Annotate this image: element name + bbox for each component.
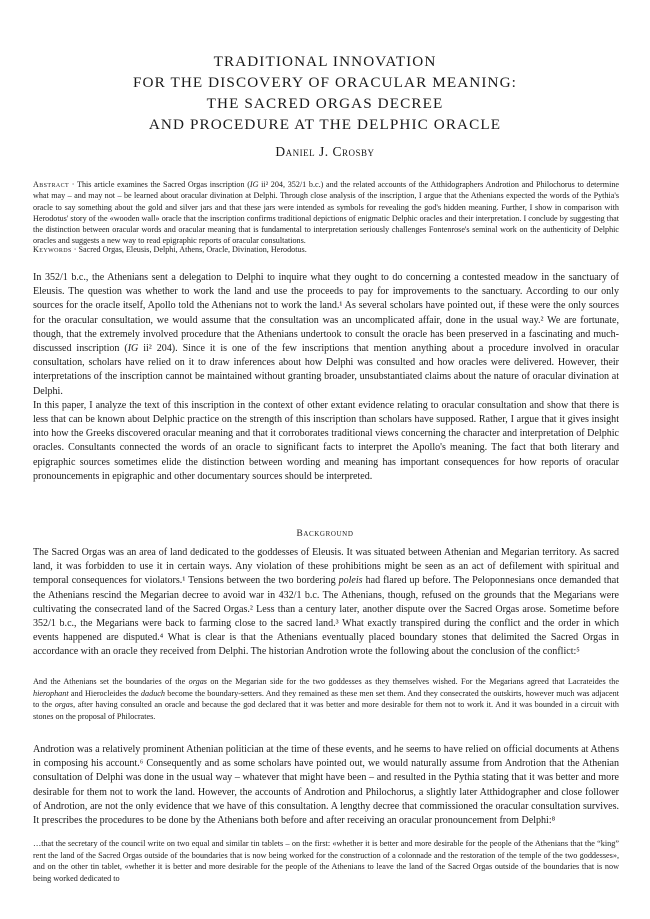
intro-paragraph-1	[33, 271, 619, 399]
quote-text-2: on the Megarian side for the two goddesses as they themselves wished. For the Megarians agreed that Lacrateides the	[206, 677, 619, 686]
article-title-line-3: THE SACRED ORGAS DECREE	[206, 95, 444, 112]
decree-quote: …that the secretary of the council write on two equal and similar tin tablets – on the first: «whether it is better and more desirable for the people of the Athenians that the “king” rent the land of the Sacred Orgas outside of the boundaries that is now being worked for the construction of a colonnade and the restoration of the temple of the two goddesses», and on the other tin tablet, «whether it is better and more desirable for the people of the Athenians to leave the land of the Sacred Orgas outside of the boundaries that is now being worked dedicated to	[33, 839, 619, 883]
keywords-label: Keywords	[33, 245, 72, 254]
article-title-line-1: TRADITIONAL INNOVATION	[213, 53, 437, 70]
quote-text-3: and Hierocleides the	[68, 688, 141, 698]
author-name: Daniel J. Crosby	[275, 144, 375, 159]
abstract	[33, 179, 619, 247]
quote-daduch: daduch	[140, 688, 166, 698]
quote-text: And the Athenians set the boundaries of the	[33, 677, 189, 686]
abstract-label: Abstract	[33, 180, 70, 189]
abstract-separator: ·	[69, 180, 77, 189]
background-p1-text: The Sacred Orgas was an area of land dedicated to the goddesses of Eleusis. It was situated between Athenian and Megarian territory. As sacred land, it was forbidden to use it in certain ways. Any violation of these prohibitions might be seen as an act of defilement with spiritual and temporal consequences for violators.¹ Tensions between the two bordering	[33, 547, 619, 587]
background-poleis: poleis	[338, 575, 363, 587]
intro-p1-text: In 352/1 b.c., the Athenians sent a delegation to Delphi to inquire what they ought to do concerning a contested meadow in the sanctuary of Eleusis. The question was whether to work the land and use the proceeds to pay for improvements to the sanctuary. According to our only sources for the oracle itself, Apollo told the Athenians not to work the land.¹ As several scholars have pointed out, if these were the only sources for the oracular consultation, we would assume that the consultation was an uncomplicated affair, done in the usual way.² We are fortunate, though, that the extremely involved procedure that the Athenians undertook to consult the oracle has been preserved in a fascinating and much-discussed inscription (	[33, 272, 619, 355]
article-title-line-2: FOR THE DISCOVERY OF ORACULAR MEANING:	[133, 74, 517, 91]
background-p1-text-cont: had flared up before. The Peloponnesians once demanded that the Athenians rescind the Megarian decree to avoid war in 432/1 b.c. The Athenians, though, refused on the grounds that the Megarians were cultivating the consecrated land of the Sacred Orgas.² Less than a century later, another dispute over the Sacred Orgas arose. Sometime before 352/1 b.c., the Megarians were back to farming close to the sacred land.³ What exactly transpired during the conflict and the order in which events happened are disputed.⁴ What is clear is that the Athenians eventually placed boundary stones that delimited the Sacred Orgas in accordance with an oracle they received from Delphi. The historian Androtion wrote the following about the conclusion of the conflict:⁵	[33, 575, 619, 658]
quote-orgas-2: orgas	[54, 700, 74, 709]
quote-orgas: orgas	[188, 677, 207, 686]
abstract-text: This article examines the Sacred Orgas inscription (	[77, 180, 250, 189]
keywords-text: Sacred Orgas, Eleusis, Delphi, Athens, Oracle, Divination, Herodotus.	[78, 245, 307, 254]
background-paragraph-1	[33, 546, 619, 660]
background-paragraph-2: Androtion was a relatively prominent Athenian politician at the time of these events, and he seems to have relied on official documents at Athens in composing his account.⁶ Consequently and as some scholars have pointed out, we would naturally assume from Androtion that the Athenian consultation of Delphi was done in the usual way – whatever that might have been – and resulted in the Pythia stating that it was better and more desirable for them not to work the land. However, the accounts of Androtion and Philochorus, a slightly later Atthidographer and close follower of Androtion, are not the only evidence that we have of this consultation. A lengthy decree that commissioned the oracular consultation survives. It prescribes the procedures to be done by the Athenians both before and after receiving an oracular pronouncement from Delphi:⁸	[33, 744, 619, 827]
abstract-ig: IG	[249, 180, 259, 189]
article-title-line-4: AND PROCEDURE AT THE DELPHIC ORACLE	[148, 116, 502, 133]
intro-p1-text-cont: ii² 204). Since it is one of the few inscriptions that mention anything about a procedure involved in oracular consultation, scholars have relied on it to draw inferences about how Delphi was consulted and how oracles were delivered. However, their interpretations of the inscription cannot be maintained without granting broader, unsubstantiated claims about the nature of oracular divination at Delphi.	[33, 343, 620, 397]
intro-paragraph-2: In this paper, I analyze the text of this inscription in the context of other extant evidence relating to oracular consultation and show that there is less that can be known about Delphic practice on the strength of this inscription than scholars have supposed. Rather, I argue that it gives insight into how the Greeks discovered oracular meaning and that it corroborates traditional views concerning the character and interpretation of Delphic oracles. Consultants connected the words of an oracle to significant facts to interpret the Apollo's meaning. The fact that both literary and epigraphic sources sometimes elide the distinction between wording and meaning has important consequences for how reports of oracular pronouncements in epigraphic and other documentary sources should be interpreted.	[33, 399, 619, 482]
keywords-separator: ·	[71, 245, 79, 254]
quote-text-4: become the boundary-setters. And they remained as these men set them. And they consecrated the outskirts, however much was adjacent to the	[33, 688, 619, 709]
androtion-quote	[33, 676, 619, 722]
intro-section	[33, 271, 619, 484]
abstract-text-cont: ii² 204, 352/1 b.c.) and the related accounts of the Atthidographers Androtion and Philochorus to determine what may – and may not – be learned about oracular divination at Delphi. Through close analysis of the inscription, I argue that the Athenians expected the words of the Pythia's oracle to say something about the gold and silver jars and that these jars were intended as symbols for revealing the god's hidden meaning. Further, I show in comparison with Herodotus' story of the «wooden wall» oracle that the inscription confirms traditional depictions of enigmatic Delphic oracles and their interpretation. I conclude by suggesting that the distinction between oracular words and oracular meaning that is fundamental to interpretation seriously challenges Fontenrose's seminal work on the authenticity of Delphic oracles and suggests a new way to read epigraphic reports of oracular consultations.	[33, 180, 619, 246]
keywords	[33, 244, 619, 255]
intro-ig: IG	[127, 343, 139, 355]
background-heading: Background	[296, 529, 354, 539]
quote-text-5: , after having consulted an oracle and because the god declared that it was better and more desirable for them not to work it. And it was bounded in a circuit with stones on the proposal of Philocrates.	[33, 700, 619, 721]
quote-hierophant: hierophant	[33, 688, 69, 698]
